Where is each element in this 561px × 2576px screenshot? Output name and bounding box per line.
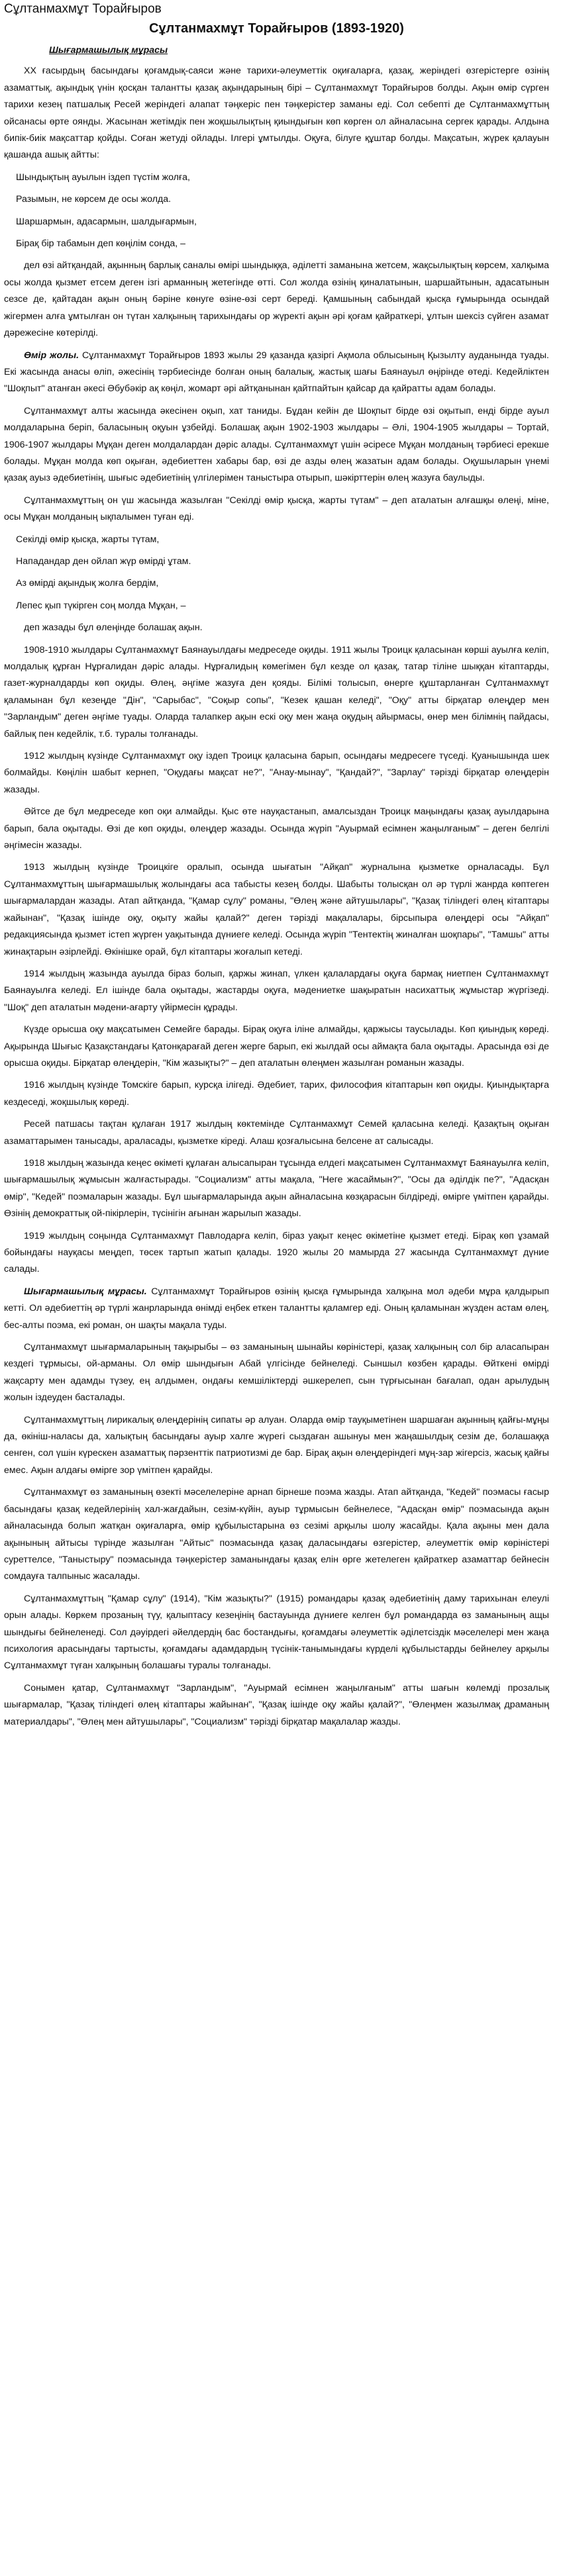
document-page [0,1,553,1731]
poem-line: Бірақ бір табамын деп көңілім сонда, – [16,238,186,250]
paragraph-text: деп жазады бұл өлеңінде болашақ ақын. [24,622,203,634]
paragraph-text: 1913 жылдың күзінде Троицкіге оралып, осында шығатын "Айқап" журналына қызметке орналасады. Бұл Сұлтанмахмұттың шығармашылық жолындағы аса табысты кезең болды. Шабыты толысқан ол әр түрлі жанрда көптеген шығармалардан жазады. Атап айтқанда, "Қамар сұлу" романы, "Өлең және айтушылары", "Қазақ тіліндегі өлең кітаптары жайынан", "Қазақ ішінде оқу, оқыту жайы қалай?" деген тәрізді мақалалары, бірсыпыра өлеңдері осы "Айқап" редакциясында қызмет істеп жүрген уақытында дүниеге келеді. Осында жүріп "Тентектің жиналған шоқпары", "Тамшы" атты жинақтарын әзірлейді. Өкінішке орай, бұл кітаптары жоғалып кетеді. [4,862,549,957]
paragraph [4,1412,549,1480]
paragraph-text: Сұлтанмахмұт өз заманының өзекті мәселелеріне арнап бірнеше поэма жазды. Атап айтқанда, "Кедей" поэмасы ғасыр басындағы қазақ кедейлерінің хал-жағдайын, сезім-күйін, ауыр тұрмысын бейнелесе, "Адасқан өмір" поэмасында ақын айналасында болып жатқан оқиғаларға, өмір құбылыстарына өз сезімі арқылы шолу жасайды. Қала ақыны мен дала ақынының айтысы түрінде жазылған "Айтыс" поэмасында қазақ даласындағы өзгерістер, әлеуметтік өмір көріністері суреттелсе, "Таныстыру" поэмасында тәңкерістер заманындағы қазақ елін өрге жетелеген қайраткер азаматтар бейнесін сомдауға талпыныс жасалады. [4,1487,549,1582]
paragraph [4,1339,549,1407]
paragraph [4,620,549,636]
paragraph [4,1228,549,1278]
paragraph-text: Сұлтанмахмұт Торайғыров 1893 жылы 29 қазанда қазіргі Ақмола облысының Қызылту ауданында туады. Екі жасында анасы өліп, әжесінің тәрбиесінде болған оның балалық, жастық шағы Баянауыл өңірінде өтеді. Кедейліктен "Шоқпыт" атанған әкесі Әбубәкір ақ көңіл, жомарт әрі айтқанынан қайтпайтын қайсар да қайратты адам болады. [4,350,549,395]
paragraph-text: 1908-1910 жылдары Сұлтанмахмұт Баянауылдағы медреседе оқиды. 1911 жылы Троицк қаласынан көрші ауылға келіп, молдалық құрған Нұрғалидан дәріс алады. Нұрғалидың көмегімен бұл кезде ол қазақ, татар тіліне шыққан кітаптарды, газет-журналдарды көп оқиды. Өлең, әңгіме жазуға ден қояды. Білімі толысып, өнерге құштарланған Сұлтанмахмұт қаламынан бұл кезеңде "Дін", "Сарыбас", "Соқыр сопы", "Кезек қашан келеді", "Оқу" атты бірқатар өлеңдер мен "Зарландым" деген әңгіме туады. Оларда талапкер ақын ескі оқу мен жаңа оқудың айырмасы, өнер мен білімнің пайдасы, байлық пен кедейлік, т.б. туралы толғанады. [4,644,549,739]
paragraph [4,403,549,487]
poem-line: Разымын, не көрсем де осы жолда. [16,194,172,205]
paragraph-text: XX ғасырдың басындағы қоғамдық-саяси және тарихи-әлеуметтік оқиғаларға, қазақ, жеріндегі өзгерістерге өзінің азаматтық, ақындық үнін қосқан талантты қазақ ақындарының бірі – Сұлтанмахмұт Торайғыров болды. Ақын өмір сүрген тарихи кезең патшалық Ресей жеріндегі алапат тәңкеріс пен тәңкерістер заманы еді. Сол себепті де Сұлтанмахмұттың ойсанасы өрте оянды. Жасынан жетімдік пен жоқшылықтың қиындығын көп көрген ол айналасына сергек қарады. Алдына бипік-биік мақсаттар қойды. Соған жетуді ойлады. Ілгері ұмтылды. Оқуға, білуге құштар болды. Мақсатын, жүрек қалауын қашанда ашық айтты: [4,66,549,161]
paragraph [4,1591,549,1675]
paragraph [4,642,549,743]
paragraph [4,966,549,1016]
paragraph [4,63,549,164]
main-title: Сұлтанмахмұт Торайғыров (1893-1920) [149,21,404,36]
poem-line: Нападандар ден ойлап жүр өмірді ұтам. [16,555,191,567]
poem-line: Секілді өмір қысқа, жарты түтам, [16,534,160,545]
paragraph-lead: Шығармашылық мұрасы. [24,1286,147,1297]
paragraph [4,1484,549,1585]
paragraph-text: Сұлтанмахмұттың лирикалық өлеңдерінің сипаты әр алуан. Оларда өмір тауқыметінен шаршаған ақынның қайғы-мұңы да, өкініш-наласы да, халықтың басындағы ауыр халге жүрегі сыздаған ашынуы мен жаңашылдық сезім де, болашаққа сенген, сол үшін күрескен азаматтық пәрзенттік патриотизмі де бар. Бірақ ақын өлеңдеріндегі мұң-зар жігерсіз, жасық қайғы емес. Ақын алдағы өмірге зор үмітпен қарайды. [4,1414,549,1476]
paragraph-lead: Өмір жолы. [24,350,79,361]
paragraph-text: Сұлтанмахмұт Торайғыров өзінің қысқа ғұмырында халқына мол әдеби мұра қалдырып кетті. Ол әдебиеттің әр түрлі жанрларында өнімді еңбек еткен талантты қаламгер еді. Оның қаламынан жүзден астам өлең, бес-алты поэма, екі роман, он шақты мақала туды. [4,1286,550,1331]
paragraph-text: Сұлтанмахмұттың "Қамар сұлу" (1914), "Кім жазықты?" (1915) романдары қазақ әдебиетінің даму тарихынан елеулі орын алады. Көркем прозаның түу, қалыптасу кезеңінің бастауында дүниеге келген бұл романдарда өз заманының ащы шындығы бейнеленеді. Сол дәуірдегі әйелдердің бас бостандығы, қоғамдағы әлеуметтік әділетсіздік мәселелері мен жаңа психология арасындағы тартысты, қоғамдағы адамдардың түсінік-танымындағы күрделі құбылыстарды бейнелеу арқылы Сұлтанмахмұт түған халқының болашағы туралы толғанады. [4,1593,549,1672]
section-title: Шығармашылық мұрасы [49,45,168,56]
paragraph-text: Сонымен қатар, Сұлтанмахмұт "Зарландым", "Ауырмай есімнен жаңылғаным" атты шағын көлемді прозалық шығармалар, "Қазақ тіліндегі өлең кітаптары жайынан", "Қазақ ішінде оқу жайы қалай?", "Өлеңмен жазылмақ драманың материалдары", "Өлең мен айтушылары", "Социализм" тәрізді бірқатар мақалалар жазды. [4,1682,549,1727]
paragraph [4,1680,549,1731]
paragraph [4,804,549,854]
paragraph-text: 1918 жылдың жазында кеңес өкіметі құлаған алысапыран тұсында елдегі мақсатымен Сұлтанмахмұт Баянауылға келіп, шығармашылық жұмысын жалғастырады. "Социализм" атты мақала, "Неге жасаймын?", "Осы да әділдік пе?", "Адасқан өмір", "Кедей" поэмаларын жазады. Бұл шығармаларында ақын айналасына көзқарасын білдіреді, өмірге үмітпен қарайды. Өзінің демократтық ой-пікірлерін, түсінігін ағынан жарылып жазады. [4,1157,549,1219]
paragraph-text: Сұлтанмахмұттың он үш жасында жазылған "Секілді өмір қысқа, жарты түтам" – деп аталатын алғашқы өлеңі, міне, осы Мұқан молданың ықпалымен туған еді. [4,495,549,523]
paragraph-text: 1912 жылдың күзінде Сұлтанмахмұт оқу іздеп Троицк қаласына барып, осындағы медресеге түседі. Қуанышында шек болмайды. Көңілін шабыт кернеп, "Оқудағы мақсат не?", "Анау-мынау", "Қандай?", "Зарлау" тәрізді бірқатар өлеңдерін жазады. [4,751,549,795]
paragraph [4,1284,549,1334]
paragraph-text: Сұлтанмахмұт шығармаларының тақырыбы – өз заманының шынайы көріністері, қазақ халқының сол бір аласапыран кездегі тұрмысы, ой-арманы. Ол өмір шындығын Абай үлгісінде бейнеледі. Сыншыл көзбен қарады. Өйткені өмірді жақсарту мен адамды түзеу, ең алдымен, ондағы кемшіліктерді әшкерелеп, сын түрғысынан бағалап, одан арылудың жолын іздеуден басталады. [4,1342,549,1404]
paragraph [4,1155,549,1223]
paragraph-text: 1914 жылдың жазында ауылда біраз болып, қаржы жинап, үлкен қалалардағы оқуға бармақ ниетпен Сұлтанмахмұт Баянауылға келеді. Ел ішінде бала оқытады, жастарды оқуға, мәдениетке шақыратын насихаттық жұмыстар жүргізеді. "Шоқ" деп аталатын мәдени-ағарту үйірмесін құрады. [4,968,549,1013]
paragraph-text: Күзде орысша оқу мақсатымен Семейге барады. Бірақ оқуға іліне алмайды, қаржысы таусылады. Көп қиындық көреді. Ақырында Шығыс Қазақстандағы Қатонқарағай деген жерге барып, екі жылдай осы аймақта бала оқытады. Арасында өзі де орысша оқиды. Бірқатар өлеңдерін, "Кім жазықты?" – деп аталатын өлеңмен жазылған романын жазады. [4,1024,549,1069]
paragraph-text: 1919 жылдың соңында Сұлтанмахмұт Павлодарға келіп, біраз уақыт кеңес өкіметіне қызмет етеді. Бірақ көп ұзамай бойындағы науқасы меңдеп, төсек тартып жатып қалады. 1920 жылы 20 мамырда 27 жасында Сұлтанмахмұт дүние салады. [4,1230,549,1275]
paragraph [4,859,549,960]
paragraph [4,1116,549,1150]
poem-line: Шындықтың ауылын іздеп түстім жолға, [16,171,190,183]
poem-line: Лепес қып түкірген соң молда Мұқан, – [16,600,186,611]
paragraph [4,493,549,526]
paragraph [4,1077,549,1111]
paragraph-text: Әйтсе де бұл медреседе көп оқи алмайды. Қыс өте науқастанып, амалсыздан Троицк маңындағы қазақ ауылдарына барып, бала оқытады. Өзі де көп оқиды, өлеңдер жазады. Осында жүріп "Ауырмай есімнен жаңылғаным" – деген белгілі әңгімесін жазады. [4,806,549,851]
paragraph [4,748,549,798]
article-body [4,63,549,1731]
paragraph [4,348,549,398]
paragraph-text: дел өзі айтқандай, ақынның барлық саналы өмірі шындыққа, әділетті заманына жетсем, жақсылықтың көрсем, халқыма осы жолда қызмет етсем деген ізгі арманның жетегінде өтті. Сол жолда өзінің қиналатынын, шаршайтынын, адасатынын сезсе де, қайтадан ақын оның бәріне көнуге өзіне-өзі серт береді. Қамшының сабындай қысқа ғұмырында осындай жігермен алға ұмтылған он түтан халқының тарихындағы ор жүректі ақын әрі қоғам қайраткері, ұлтын шексіз сүйген азамат дәрежесіне көтерілді. [4,260,549,339]
paragraph-text: Сұлтанмахмұт алты жасында әкесінен оқып, хат таниды. Бұдан кейін де Шоқпыт бірде өзі оқытып, енді бірде ауыл молдаларына беріп, баласының оқуын ұзбейді. Болашақ ақын 1902-1903 жылдары – Әлі, 1904-1905 жылдары – Тортай, 1906-1907 жылдары Мұқан деген молдалардан дәріс алады. Сұлтанмахмұт үшін әсіресе Мұқан молданың тәрбиесі ерекше болады. Мұқан молда көп оқыған, әдебиеттен хабары бар, өзі де азды өлең жазатын адам болады. Оқушыларын үнемі қазақ ауыз әдебиетінің, шығыс әдебиетінің үлгілерімен таныстыра отырып, шәкірттерін өлең жазуға баулыды. [4,405,549,484]
poem-quote [4,532,549,615]
paragraph [4,258,549,342]
poem-line: Шаршармын, адасармын, шалдығармын, [16,216,197,227]
paragraph-text: Ресей патшасы тақтан құлаған 1917 жылдың көктемінде Сұлтанмахмұт Семей қаласына келеді. Қазақтың оқыған азаматтарымен танысады, араласады, қызметке кіреді. Алаш қозғалысына белсене ат салысады. [4,1119,549,1147]
paragraph-text: 1916 жылдың күзінде Томскіге барып, курсқа ілігеді. Әдебиет, тарих, философия кітаптарын көп оқиды. Қиындықтарға кездеседі, жоқшылық көреді. [4,1080,549,1108]
paragraph [4,1022,549,1072]
poem-line: Аз өмірді ақындық жолға бердім, [16,578,159,589]
poem-quote [4,169,549,253]
document-title: Сұлтанмахмұт Торайғыров [4,2,162,16]
